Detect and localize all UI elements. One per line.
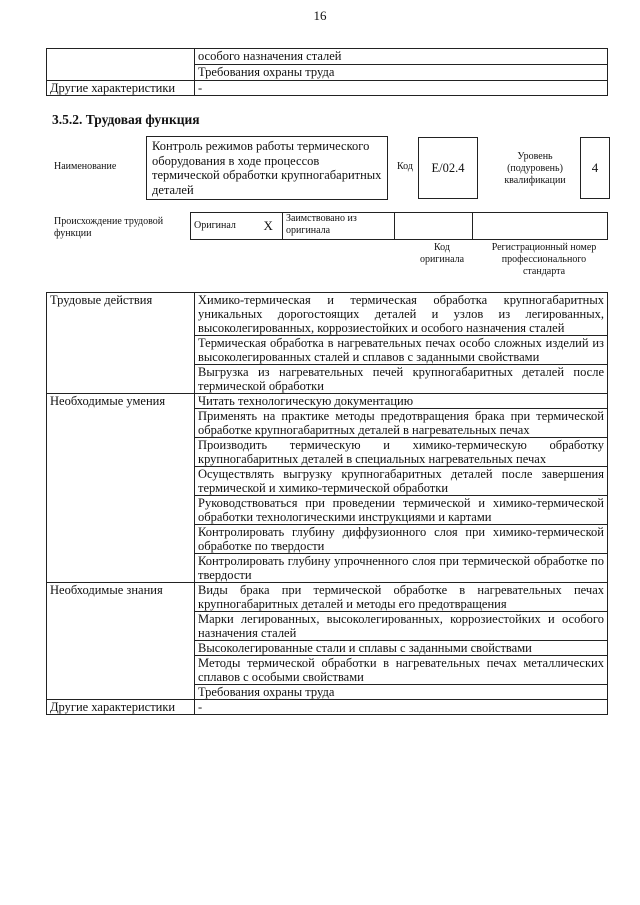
main-table (46, 292, 608, 715)
table-cell: Химико-термическая и термическая обработка крупногабаритных уникальных дорогостоящих деталей и узлов из легированных, высоколегированных, коррозиестойких и особого назначения сталей (195, 293, 608, 336)
top-table (46, 48, 608, 96)
section-heading: 3.5.2. Трудовая функция (52, 112, 200, 127)
origin-table (190, 212, 608, 240)
table-cell: Читать технологическую документацию (195, 394, 608, 409)
table-cell: - (195, 700, 608, 715)
table-row (47, 293, 608, 336)
table-cell: Требования охраны труда (195, 65, 608, 81)
row-group-label: Другие характеристики (47, 700, 195, 715)
name-label: Наименование (54, 161, 117, 172)
table-cell: Контролировать глубину диффузионного слоя при химико-термической обработке по твердости (195, 525, 608, 554)
table-cell: Контролировать глубину упрочненного слоя при термической обработке по твердости (195, 554, 608, 583)
table-cell: Применять на практике методы предотвращения брака при термической обработке крупногабаритных деталей в нагревательных печах (195, 409, 608, 438)
table-row (47, 394, 608, 409)
origin-label: Происхождение трудовой функции (54, 216, 164, 239)
function-name-text: Контроль режимов работы термического оборудования в ходе процессов термической обработки крупногабаритных деталей (152, 139, 382, 197)
table-cell: Руководствоваться при проведении термической и химико-термической обработки технологическими инструкциями и картами (195, 496, 608, 525)
table-cell: Производить термическую и химико-термическую обработку крупногабаритных деталей в специальных нагревательных печах (195, 438, 608, 467)
borrowed-label: Заимствовано из оригинала (283, 213, 395, 240)
table-cell: Термическая обработка в нагревательных печах особо сложных изделий из высоколегированных сталей и сплавов с заданными свойствами (195, 336, 608, 365)
table-label: Другие характеристики (47, 81, 195, 96)
original-label: Оригинал (191, 213, 261, 240)
level-box (580, 137, 610, 199)
original-mark: X (261, 213, 283, 240)
row-group-label: Необходимые умения (47, 394, 195, 583)
table-cell: Требования охраны труда (195, 685, 608, 700)
table-cell: Высоколегированные стали и сплавы с заданными свойствами (195, 641, 608, 656)
table-cell: Виды брака при термической обработке в нагревательных печах крупногабаритных деталей и методы его предотвращения (195, 583, 608, 612)
table-row (47, 583, 608, 612)
function-name-box (146, 136, 388, 200)
reg-number-cell (473, 213, 608, 240)
original-code-cell (395, 213, 473, 240)
table-cell (47, 49, 195, 81)
table-cell: Выгрузка из нагревательных печей крупногабаритных деталей после термической обработки (195, 365, 608, 394)
code-caption: Код оригинала (419, 242, 465, 265)
table-row (47, 49, 608, 65)
table-row (191, 213, 608, 240)
table-cell: Марки легированных, высоколегированных, коррозиестойких и особого назначения сталей (195, 612, 608, 641)
page-number: 16 (313, 8, 327, 23)
row-group-label: Необходимые знания (47, 583, 195, 700)
table-row (47, 81, 608, 96)
row-group-label: Трудовые действия (47, 293, 195, 394)
table-row (47, 700, 608, 715)
code-value: E/02.4 (431, 160, 465, 175)
table-cell: Осуществлять выгрузку крупногабаритных деталей после завершения термической и химико-термической обработки (195, 467, 608, 496)
table-cell: Методы термической обработки в нагревательных печах металлических сплавов с особыми свойствами (195, 656, 608, 685)
level-value: 4 (591, 160, 599, 175)
code-box (418, 137, 478, 199)
reg-caption: Регистрационный номер профессионального стандарта (491, 242, 597, 277)
level-label: Уровень (подуровень) квалификации (504, 151, 566, 186)
table-cell: - (195, 81, 608, 96)
code-label: Код (397, 161, 413, 172)
table-cell: особого назначения сталей (195, 49, 608, 65)
